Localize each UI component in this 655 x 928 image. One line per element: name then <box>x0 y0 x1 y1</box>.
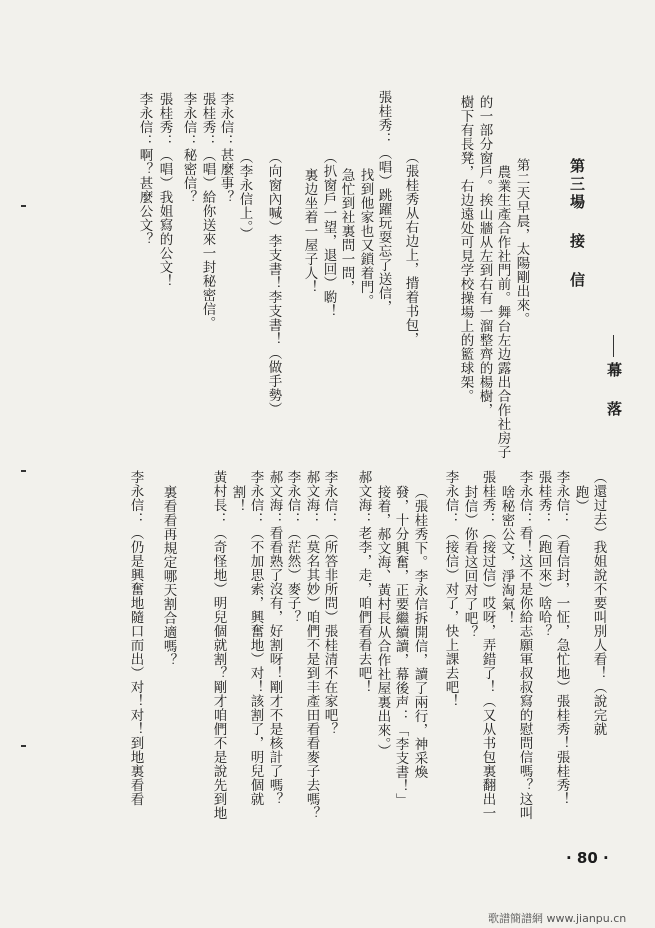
text-column: 的一部分窗戶。挨山牆从左到右有一溜整齊的楊樹， <box>476 95 493 417</box>
binding-mark <box>21 745 26 747</box>
text-column: 封信）你看这回对了吧？ <box>461 485 478 639</box>
text-column: 張桂秀：（唱）跳躍玩耍忘了送信， <box>375 90 392 314</box>
text-column: （李永信上。） <box>236 150 253 242</box>
text-column: 李永信：秘密信？ <box>180 92 197 204</box>
text-column: 找到他家也又鎖着門。 <box>357 168 374 308</box>
binding-mark <box>21 205 26 207</box>
text-column: （還过去）我姐說不要叫別人看！（說完就 <box>590 470 607 736</box>
text-column: 李永信：（所答非所問）張桂清不在家吧？ <box>321 470 338 736</box>
text-column: 李永信：看！这不是你給志願軍叔叔寫的慰問信嗎？这叫 <box>516 470 533 820</box>
scene-heading: 第三場 接 信 <box>568 158 586 290</box>
header-rule <box>613 335 614 357</box>
running-header: 幕 落 <box>605 362 623 419</box>
page-number: · 80 · <box>566 849 609 867</box>
text-column: 樹下有長凳，右边遠处可見学校操場上的籃球架。 <box>457 95 474 403</box>
text-column: 黃村長：（奇怪地）明兒個就割？剛才咱們不是說先到地 <box>210 470 227 820</box>
text-column: 李永信：（不加思索，興奮地）对！該割了，明兒個就 <box>247 470 264 806</box>
text-column: 割！ <box>229 485 246 513</box>
text-column: （扒窗戶一望，退回）喲！ <box>320 150 337 318</box>
text-column: 跑） <box>572 485 589 513</box>
text-column: 李永信：甚麼事？ <box>217 92 234 204</box>
watermark: 歌譜簡譜網 www.jianpu.cn <box>488 912 627 925</box>
text-column: 第二天早晨，太陽剛出來。 <box>513 158 530 326</box>
text-column: 李永信：（仍是興奮地隨口而出）对！对！到地裏看看 <box>127 470 144 806</box>
text-column: 郝文海：（莫名其妙）咱們不是到丰產田看看麥子去嗎？ <box>303 470 320 820</box>
text-column: 李永信：啊？甚麼公文？ <box>136 92 153 246</box>
text-column: 張桂秀：（唱）我姐寫的公文！ <box>156 92 173 288</box>
text-column: 李永信：（茫然）麥子？ <box>284 470 301 624</box>
text-column: 張桂秀：（唱）給你送來一封秘密信。 <box>199 92 216 330</box>
text-column: 張桂秀：（跑回來）啥哈？ <box>535 470 552 638</box>
text-column: 啥秘密公文，淨淘氣！ <box>498 485 515 625</box>
binding-mark <box>21 470 26 472</box>
text-column: 郝文海：看看熟了沒有，好割呀！剛才不是核計了嗎？ <box>266 470 283 806</box>
text-column: 裏看看再規定哪天割合適嗎？ <box>160 485 177 667</box>
text-column: （張桂秀下。李永信拆開信，讀了兩行，神采煥 <box>411 485 428 779</box>
text-column: 急忙到社裏問一問， <box>338 168 355 294</box>
text-column: 李永信：（看信封，一怔，急忙地）張桂秀！張桂秀！ <box>553 470 570 806</box>
text-column: 張桂秀：（接过信）哎呀，弄錯了！（又从书包裏翻出一 <box>479 470 496 820</box>
text-column: 發，十分興奮，正要繼續讀，幕後声：「李支書！」 <box>392 485 409 807</box>
text-column: （向窗內喊）李支書！李支書！（做手勢） <box>265 150 282 416</box>
text-column: 裏边坐着一屋子人！ <box>301 168 318 294</box>
text-column: 接着，郝文海、黃村長从合作社屋裏出來。） <box>374 485 391 759</box>
text-column: 李永信：（接信）对了，快上課去吧！ <box>442 470 459 708</box>
text-column: 農業生產合作社門前。舞台左边露出合作社房子 <box>494 165 511 459</box>
text-column: 郝文海：老李，走，咱們看看去吧！ <box>355 470 372 694</box>
text-column: （張桂秀从右边上，揹着书包， <box>402 150 419 346</box>
